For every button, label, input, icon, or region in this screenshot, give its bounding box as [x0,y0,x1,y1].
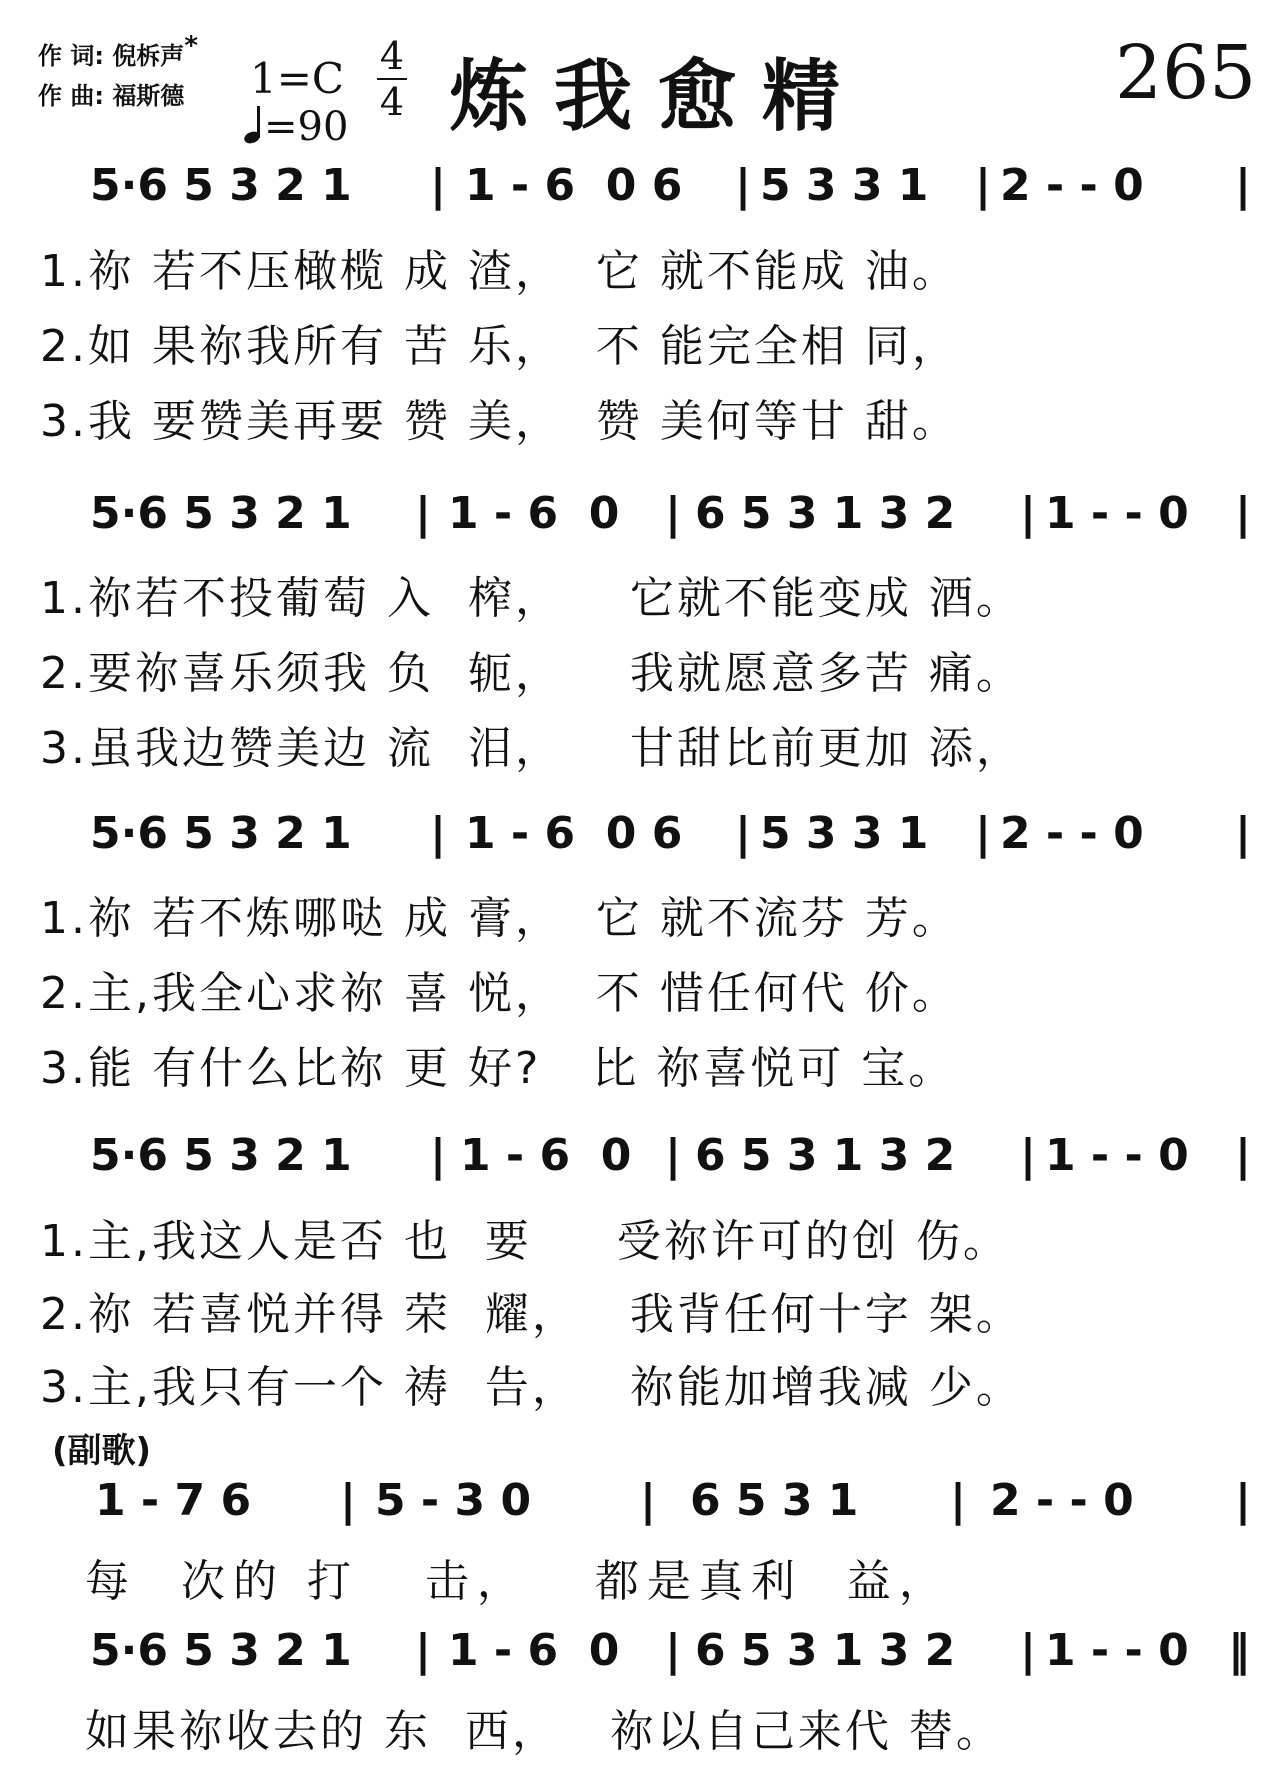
measure: 1 - - 0 [1045,1625,1189,1676]
time-signature [375,34,409,124]
lyric-line: 1.祢 若不炼哪哒 成 膏， 它 就不流芬 芳。 [40,893,959,944]
lyricist-name: 倪柝声 [112,42,185,70]
measure: 6 5 3 1 3 2 [695,1625,956,1676]
barline: | [430,1130,447,1181]
credits [38,31,198,116]
composer-label: 作 曲: [38,82,104,110]
tempo-value: =90 [264,104,349,150]
barline: | [1235,160,1252,211]
measure: 2 - - 0 [1000,160,1144,211]
lyric-line: 3.能 有什么比祢 更 好? 比 祢喜悦可 宝。 [40,1043,956,1094]
measure: 5·6 5 3 2 1 [90,160,352,211]
barline: | [415,1625,432,1676]
lyric-line: 1.主,我这人是否 也 要 受祢许可的创 伤。 [40,1216,1010,1267]
measure: 1 - 6 0 [448,488,620,539]
time-signature-top: 4 [379,34,405,78]
barline: | [1235,488,1252,539]
barline: | [1235,1130,1252,1181]
lyric-line: 2.要祢喜乐须我 负 轭， 我就愿意多苦 痛。 [40,648,1023,699]
measure: 6 5 3 1 [690,1475,859,1526]
lyric-line: 1.祢若不投葡萄 入 榨， 它就不能变成 酒。 [40,573,1023,624]
measure: 5·6 5 3 2 1 [90,1625,352,1676]
lyricist-line [38,31,198,76]
barline: | [975,160,992,211]
measure: 6 5 3 1 3 2 [695,488,956,539]
barline: | [975,808,992,859]
hymn-number: 265 [1115,30,1257,116]
measure: 2 - - 0 [990,1475,1134,1526]
measure: 1 - 6 0 6 [465,808,683,859]
measure: 6 5 3 1 3 2 [695,1130,956,1181]
measure: 1 - - 0 [1045,488,1189,539]
lyric-line: 3.虽我边赞美边 流 泪， 甘甜比前更加 添， [40,723,1023,774]
barline: | [1020,1130,1037,1181]
barline: | [430,808,447,859]
measure: 1 - 7 6 [95,1475,252,1526]
barline: | [950,1475,967,1526]
lyricist-mark: * [184,31,198,61]
lyric-line: 3.我 要赞美再要 赞 美， 赞 美何等甘 甜。 [40,396,959,447]
barline: | [735,808,752,859]
notation-line-2 [0,488,1282,548]
lyric-line: 3.主,我只有一个 祷 告， 祢能加增我减 少。 [40,1362,1023,1413]
barline: | [415,488,432,539]
notation-line-4 [0,1130,1282,1190]
measure: 5 - 3 0 [375,1475,532,1526]
measure: 1 - - 0 [1045,1130,1189,1181]
lyric-line: 2.祢 若喜悦并得 荣 耀， 我背任何十字 架。 [40,1289,1023,1340]
barline: | [1235,808,1252,859]
barline: | [640,1475,657,1526]
barline: | [1020,488,1037,539]
quarter-note-icon [242,106,264,144]
time-signature-bottom: 4 [379,80,405,124]
chorus-notation-line-2 [0,1625,1282,1685]
barline: | [665,1130,682,1181]
chorus-lyric-line-1: 每 次的 打 击， 都是真利 益， [85,1556,951,1607]
chorus-lyric-line-2: 如果祢收去的 东 西， 祢以自己来代 替。 [85,1706,1003,1757]
measure: 1 - 6 0 6 [465,160,683,211]
lyricist-label: 作 词: [38,42,104,70]
barline: | [1235,1475,1252,1526]
lyric-line: 2.主,我全心求祢 喜 悦， 不 惜任何代 价。 [40,968,959,1019]
measure: 5 3 3 1 [760,160,929,211]
measure: 5·6 5 3 2 1 [90,1130,352,1181]
lyric-line: 1.祢 若不压橄榄 成 渣， 它 就不能成 油。 [40,246,959,297]
final-barline: ‖ [1228,1625,1250,1676]
barline: | [430,160,447,211]
measure: 5·6 5 3 2 1 [90,808,352,859]
barline: | [735,160,752,211]
composer-name: 福斯德 [112,82,185,110]
chorus-notation-line-1 [0,1475,1282,1535]
lyric-line: 2.如 果祢我所有 苦 乐， 不 能完全相 同， [40,321,959,372]
hymn-title: 炼我愈精 [450,52,867,142]
barline: | [665,1625,682,1676]
measure: 1 - 6 0 [448,1625,620,1676]
barline: | [665,488,682,539]
measure: 1 - 6 0 [460,1130,632,1181]
measure: 2 - - 0 [1000,808,1144,859]
composer-line [38,76,198,116]
measure: 5 3 3 1 [760,808,929,859]
barline: | [1020,1625,1037,1676]
tempo-marking [242,104,348,150]
measure: 5·6 5 3 2 1 [90,488,352,539]
key-signature: 1=C [250,54,345,103]
chorus-label: (副歌) [52,1431,152,1471]
notation-line-3 [0,808,1282,868]
barline: | [340,1475,357,1526]
notation-line-1 [0,160,1282,220]
